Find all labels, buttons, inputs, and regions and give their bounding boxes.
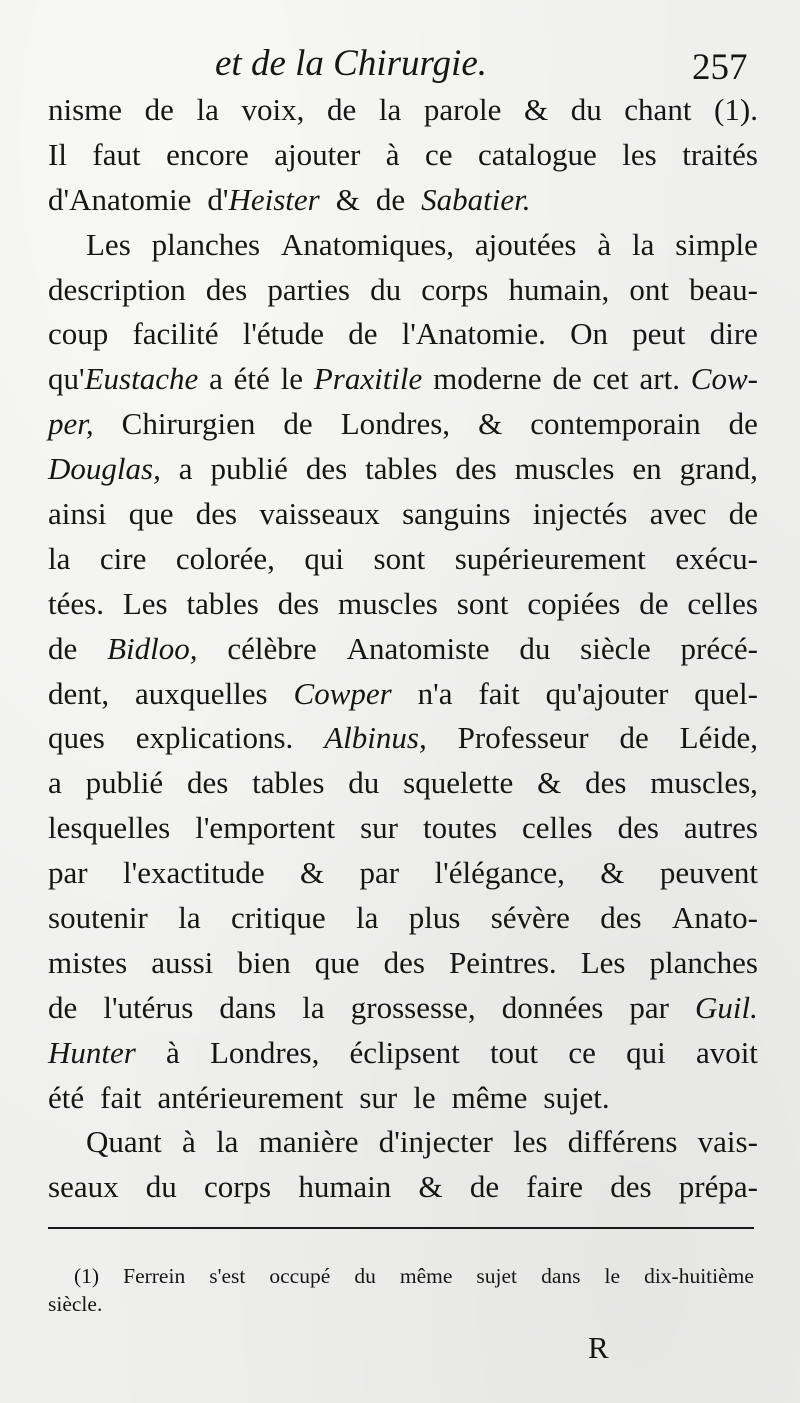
- word: Quant: [86, 1124, 162, 1160]
- word: muscles,: [650, 765, 758, 801]
- word: de: [48, 989, 78, 1025]
- word: qu'ajouter: [545, 675, 669, 711]
- word: des: [600, 900, 642, 936]
- word: dent,: [48, 675, 110, 711]
- word: de: [728, 406, 758, 442]
- word: facilité: [132, 316, 219, 352]
- word: qu'Eustache: [48, 361, 199, 397]
- word: Léide,: [679, 720, 758, 756]
- word: éclipsent: [349, 1034, 460, 1070]
- text-line: [48, 1031, 758, 1076]
- word: Londres,: [210, 1034, 320, 1070]
- word: explications.: [135, 720, 294, 756]
- word: du: [570, 92, 602, 127]
- word: le: [604, 1264, 621, 1288]
- word: fait: [100, 1079, 142, 1115]
- word: Il: [48, 136, 67, 172]
- word: l'utérus: [103, 989, 194, 1025]
- word: moderne: [433, 361, 542, 397]
- word: cire: [99, 540, 147, 576]
- word: Guil.: [695, 989, 758, 1025]
- word: bien: [237, 944, 291, 980]
- word: &: [335, 181, 360, 217]
- word: plus: [408, 900, 461, 936]
- word: contemporain: [530, 406, 701, 442]
- word: du: [370, 271, 402, 307]
- word: d'Heister: [207, 181, 320, 217]
- word: Les: [122, 585, 168, 621]
- word: tout: [489, 1034, 539, 1070]
- word: de: [552, 361, 582, 397]
- word: la: [378, 92, 402, 127]
- word: du: [145, 1169, 177, 1205]
- word: ques: [48, 720, 105, 756]
- word: avec: [649, 496, 707, 532]
- word: prépa-: [678, 1169, 758, 1205]
- page-number: 257: [692, 47, 748, 88]
- footnote-line: [48, 1290, 754, 1318]
- word: sujet.: [543, 1079, 610, 1115]
- word: nisme: [48, 92, 123, 127]
- word: sujet: [476, 1264, 518, 1288]
- word: &: [537, 765, 562, 801]
- word: vais-: [697, 1124, 758, 1160]
- word: précé-: [680, 630, 758, 666]
- word: &: [478, 406, 503, 442]
- word: de: [348, 316, 378, 352]
- word: des: [617, 810, 659, 846]
- text-line: [48, 88, 758, 133]
- word: &: [600, 855, 625, 891]
- word: d'injecter: [378, 1124, 493, 1160]
- word: de: [639, 585, 669, 621]
- word: des: [585, 765, 627, 801]
- word: humain,: [508, 271, 610, 307]
- word: la: [48, 540, 71, 576]
- footnote-rule: [48, 1227, 754, 1229]
- text-line: [48, 582, 758, 627]
- word: de: [283, 406, 313, 442]
- word: peuvent: [659, 855, 758, 891]
- word: s'est: [209, 1264, 246, 1288]
- word: auxquelles: [135, 675, 268, 711]
- word: des: [610, 1169, 652, 1205]
- text-line: [48, 716, 758, 761]
- word: ce: [425, 136, 453, 172]
- word: Chirurgien: [121, 406, 256, 442]
- word: supérieurement: [454, 540, 646, 576]
- word: Cow-: [690, 361, 758, 397]
- word: dix-huitième: [644, 1264, 754, 1288]
- word: fait: [478, 675, 520, 711]
- word: Les: [86, 226, 131, 262]
- footnote: [48, 1262, 754, 1318]
- word: l'étude: [242, 316, 325, 352]
- word: publié: [85, 765, 164, 801]
- word: squelette: [403, 765, 514, 801]
- word: beau-: [689, 271, 758, 307]
- page-header: [0, 36, 800, 96]
- word: de: [375, 181, 406, 217]
- word: muscles: [514, 451, 615, 487]
- text-line: [48, 447, 758, 492]
- word: copiées: [527, 585, 621, 621]
- word: ajoutées: [474, 226, 577, 262]
- signature-mark: R: [588, 1330, 609, 1365]
- word: sanguins: [402, 496, 511, 532]
- word: d'Anatomie: [48, 181, 192, 217]
- word: des: [277, 585, 320, 621]
- word: des: [186, 765, 229, 801]
- word: corps: [203, 1169, 272, 1205]
- word: siècle.: [48, 1292, 103, 1316]
- word: Les: [580, 944, 626, 980]
- word: à: [166, 1034, 180, 1070]
- word: Sabatier.: [421, 181, 531, 217]
- word: (1): [74, 1264, 100, 1288]
- word: planches: [151, 226, 261, 262]
- word: du: [354, 1264, 376, 1288]
- word: Peintres.: [449, 944, 557, 980]
- text-line: [48, 178, 758, 223]
- word: à: [597, 226, 612, 262]
- word: des: [195, 496, 238, 532]
- word: avoit: [695, 1034, 758, 1070]
- text-line: [48, 1165, 758, 1210]
- word: encore: [166, 136, 249, 172]
- word: Praxitile: [313, 361, 423, 397]
- word: le: [280, 361, 303, 397]
- text-line: [48, 986, 758, 1031]
- word: injectés: [532, 496, 628, 532]
- word: Albinus,: [324, 720, 427, 756]
- word: simple: [675, 226, 758, 262]
- text-line: [48, 806, 758, 851]
- word: &: [523, 92, 549, 127]
- word: per,: [48, 406, 94, 442]
- word: dans: [219, 989, 277, 1025]
- text-line: [48, 761, 758, 806]
- word: celles: [522, 810, 593, 846]
- word: ainsi: [48, 496, 107, 532]
- word: vaisseaux: [259, 496, 380, 532]
- word: catalogue: [478, 136, 597, 172]
- word: traités: [682, 136, 758, 172]
- word: à: [182, 1124, 196, 1160]
- text-line: [48, 1076, 758, 1121]
- word: même: [451, 1079, 528, 1115]
- word: dire: [709, 316, 758, 352]
- text-line: [48, 223, 758, 268]
- word: sont: [373, 540, 426, 576]
- word: planches: [649, 944, 758, 980]
- word: été: [233, 361, 270, 397]
- word: ajouter: [274, 136, 361, 172]
- word: ont: [629, 271, 669, 307]
- word: de: [48, 630, 78, 666]
- word: n'a: [417, 675, 453, 711]
- word: des: [305, 451, 348, 487]
- word: de: [728, 496, 758, 532]
- word: Bidloo,: [107, 630, 198, 666]
- word: le: [413, 1079, 436, 1115]
- word: ce: [568, 1034, 596, 1070]
- word: Anatomiques,: [280, 226, 455, 262]
- word: des: [455, 451, 497, 487]
- word: toutes: [422, 810, 498, 846]
- word: du: [519, 630, 551, 666]
- word: parole: [423, 92, 502, 127]
- word: seaux: [48, 1169, 119, 1205]
- word: que: [128, 496, 174, 532]
- running-title: et de la Chirurgie.: [215, 43, 487, 84]
- text-line: [48, 672, 758, 717]
- text-line: [48, 1120, 758, 1165]
- word: la: [302, 989, 325, 1025]
- word: des: [205, 271, 248, 307]
- word: les: [622, 136, 657, 172]
- text-line: [48, 492, 758, 537]
- word: colorée,: [175, 540, 275, 576]
- word: mistes: [48, 944, 128, 980]
- word: autres: [683, 810, 758, 846]
- word: qui: [626, 1034, 666, 1070]
- word: qui: [304, 540, 344, 576]
- word: cet: [592, 361, 629, 397]
- word: faut: [92, 136, 141, 172]
- word: Londres,: [340, 406, 451, 442]
- word: critique: [230, 900, 326, 936]
- word: peut: [632, 316, 686, 352]
- word: antérieurement: [157, 1079, 344, 1115]
- word: célèbre: [227, 630, 317, 666]
- word: voix,: [241, 92, 305, 127]
- word: parties: [267, 271, 350, 307]
- word: grand,: [679, 451, 758, 487]
- word: Ferrein: [123, 1264, 186, 1288]
- word: que: [314, 944, 360, 980]
- word: chant: [624, 92, 692, 127]
- word: faire: [526, 1169, 584, 1205]
- word: l'exactitude: [123, 855, 265, 891]
- text-line: [48, 537, 758, 582]
- word: exécu-: [675, 540, 758, 576]
- word: par: [629, 989, 669, 1025]
- word: de: [619, 720, 649, 756]
- word: muscles: [337, 585, 438, 621]
- word: de: [144, 92, 174, 127]
- word: aussi: [151, 944, 214, 980]
- word: a: [209, 361, 223, 397]
- text-line: [48, 851, 758, 896]
- word: à: [385, 136, 400, 172]
- word: dans: [541, 1264, 581, 1288]
- word: tables: [365, 451, 438, 487]
- word: données: [501, 989, 604, 1025]
- word: Douglas,: [48, 451, 161, 487]
- word: par: [48, 855, 88, 891]
- text-line: [48, 627, 758, 672]
- word: lesquelles: [48, 810, 171, 846]
- word: sont: [456, 585, 509, 621]
- word: des: [383, 944, 425, 980]
- word: humain: [298, 1169, 392, 1205]
- word: été: [48, 1079, 85, 1115]
- word: Anatomiste: [346, 630, 490, 666]
- text-line: [48, 268, 758, 313]
- word: de: [327, 92, 357, 127]
- word: sévère: [490, 900, 570, 936]
- word: Hunter: [48, 1034, 136, 1070]
- word: manière: [258, 1124, 359, 1160]
- word: Anato-: [671, 900, 758, 936]
- word: même: [399, 1264, 453, 1288]
- word: sur: [359, 1079, 398, 1115]
- word: l'élégance,: [434, 855, 565, 891]
- text-line: [48, 941, 758, 986]
- word: la: [216, 1124, 239, 1160]
- word: tées.: [48, 585, 104, 621]
- word: quel-: [694, 675, 758, 711]
- word: &: [418, 1169, 443, 1205]
- text-line: [48, 133, 758, 178]
- word: occupé: [269, 1264, 331, 1288]
- footnote-line: [48, 1262, 754, 1290]
- word: la: [178, 900, 201, 936]
- word: art.: [639, 361, 680, 397]
- word: description: [48, 271, 186, 307]
- word: &: [299, 855, 325, 891]
- word: la: [632, 226, 655, 262]
- word: a: [178, 451, 193, 487]
- text-line: [48, 312, 758, 357]
- word: les: [513, 1124, 548, 1160]
- word: sur: [360, 810, 398, 846]
- word: (1).: [714, 92, 758, 127]
- word: l'emportent: [195, 810, 336, 846]
- word: corps: [421, 271, 489, 307]
- word: du: [348, 765, 380, 801]
- word: tables: [252, 765, 325, 801]
- word: soutenir: [48, 900, 148, 936]
- word: siècle: [580, 630, 651, 666]
- word: publié: [210, 451, 288, 487]
- word: Cowper: [293, 675, 392, 711]
- body-text: [48, 88, 758, 1210]
- word: tables: [186, 585, 259, 621]
- word: différens: [567, 1124, 678, 1160]
- word: coup: [48, 316, 109, 352]
- text-line: [48, 896, 758, 941]
- word: la: [355, 900, 379, 936]
- word: par: [359, 855, 400, 891]
- word: a: [48, 765, 62, 801]
- word: l'Anatomie.: [401, 316, 546, 352]
- text-line: [48, 357, 758, 402]
- text-line: [48, 402, 758, 447]
- word: celles: [687, 585, 758, 621]
- word: en: [632, 451, 662, 487]
- word: de: [469, 1169, 500, 1205]
- word: Professeur: [457, 720, 589, 756]
- word: On: [570, 316, 608, 352]
- word: grossesse,: [350, 989, 476, 1025]
- word: la: [196, 92, 219, 127]
